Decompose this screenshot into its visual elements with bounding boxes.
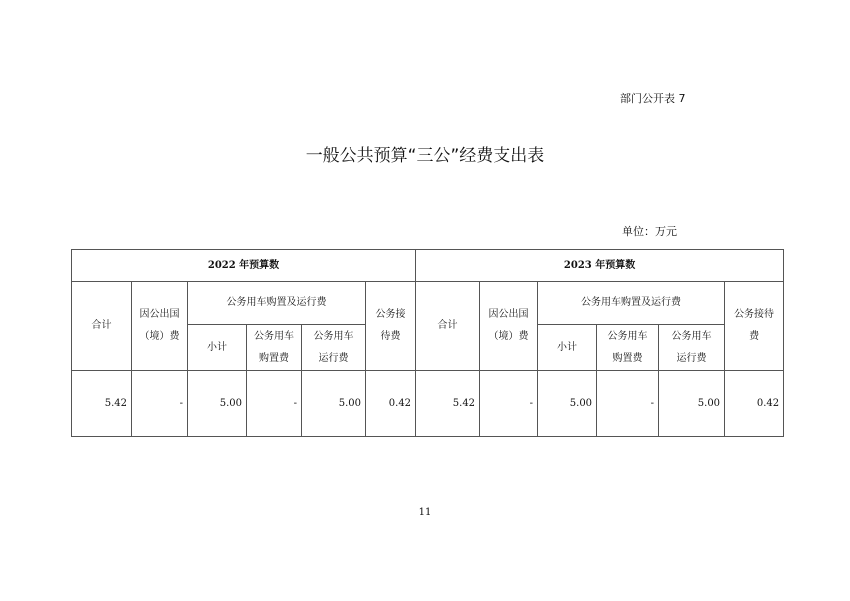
table-cell: 0.42 (366, 371, 416, 437)
abroad-header-2023: 因公出国 （境）费 (480, 282, 538, 371)
table-cell: 5.42 (416, 371, 480, 437)
table-cell: 5.00 (659, 371, 725, 437)
table-cell: - (132, 371, 188, 437)
table-cell: 5.00 (188, 371, 247, 437)
page-number: 11 (418, 507, 432, 518)
table-cell: - (247, 371, 302, 437)
year-2023-header: 2023 年预算数 (416, 250, 784, 282)
page-label: 部门公开表 7 (620, 92, 686, 105)
abroad-header-2022: 因公出国 （境）费 (132, 282, 188, 371)
purchase-header-2022: 公务用车 购置费 (247, 325, 302, 371)
table-cell: 5.42 (72, 371, 132, 437)
unit-label: 单位：万元 (622, 225, 677, 238)
page-title: 一般公共预算“三公”经费支出表 (305, 146, 545, 166)
vehicle-group-header-2022: 公务用车购置及运行费 (188, 282, 366, 325)
table-cell: - (597, 371, 659, 437)
total-header-2022: 合计 (72, 282, 132, 371)
year-2022-header: 2022 年预算数 (72, 250, 416, 282)
operation-header-2023: 公务用车 运行费 (659, 325, 725, 371)
table-row (72, 371, 784, 437)
vehicle-group-header-2023: 公务用车购置及运行费 (538, 282, 725, 325)
budget-table (71, 249, 784, 437)
purchase-header-2023: 公务用车 购置费 (597, 325, 659, 371)
operation-header-2022: 公务用车 运行费 (302, 325, 366, 371)
subtotal-header-2022: 小计 (188, 325, 247, 371)
total-header-2023: 合计 (416, 282, 480, 371)
reception-header-2022: 公务接 待费 (366, 282, 416, 371)
table-cell: - (480, 371, 538, 437)
table-cell: 5.00 (538, 371, 597, 437)
subtotal-header-2023: 小计 (538, 325, 597, 371)
table-cell: 0.42 (725, 371, 784, 437)
table-cell: 5.00 (302, 371, 366, 437)
reception-header-2023: 公务接待 费 (725, 282, 784, 371)
